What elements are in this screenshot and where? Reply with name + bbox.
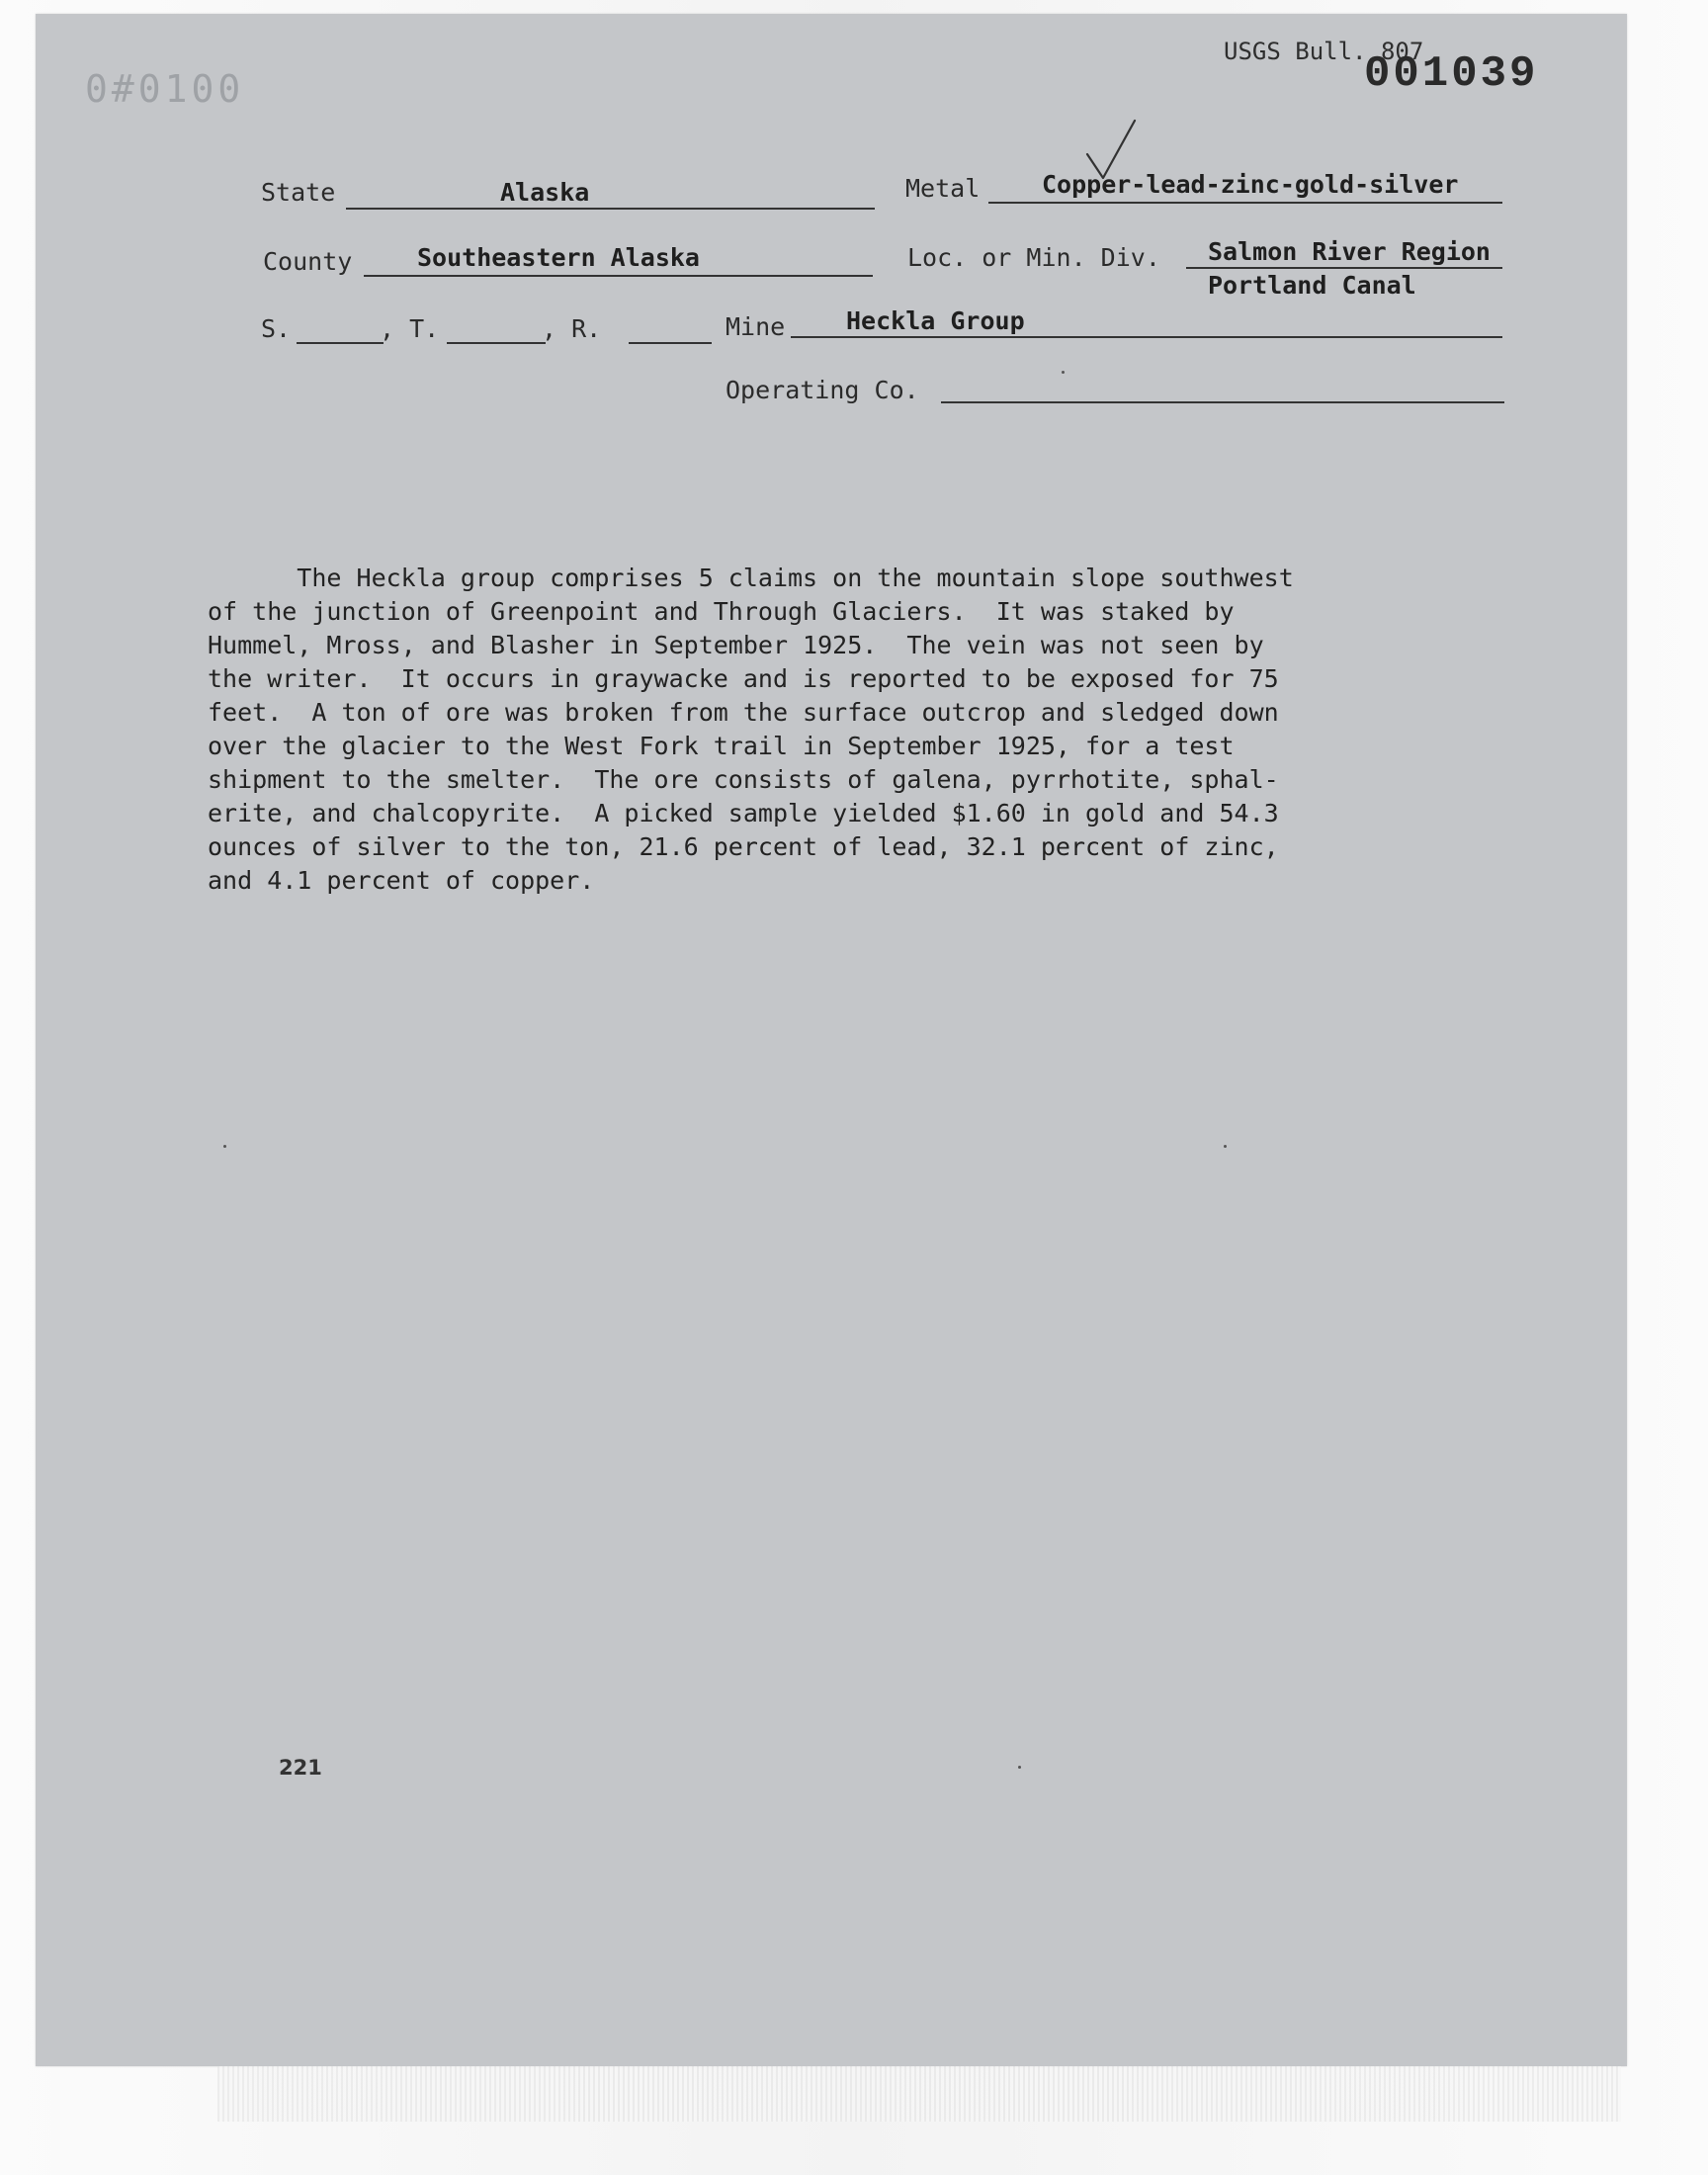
- paragraph-line: over the glacier to the West Fork trail in September 1925, for a test: [208, 732, 1235, 760]
- section-underline: [297, 342, 384, 344]
- operating-company-label: Operating Co.: [726, 376, 919, 404]
- state-underline: [346, 208, 875, 210]
- district-label: Loc. or Min. Div.: [907, 243, 1160, 272]
- paragraph-line: shipment to the smelter. The ore consists of galena, pyrrhotite, sphal-: [208, 765, 1279, 794]
- state-value: Alaska: [500, 178, 590, 207]
- district-value-line-2: Portland Canal: [1208, 271, 1416, 300]
- scan-edge-artifact: [217, 2066, 1621, 2122]
- mine-label: Mine: [726, 312, 786, 341]
- range-label: , R.: [542, 314, 602, 343]
- district-value-line-1: Salmon River Region: [1208, 237, 1491, 266]
- reference-citation: USGS Bull. 807: [1224, 38, 1424, 65]
- metal-value: Copper-lead-zinc-gold-silver: [1042, 170, 1459, 199]
- paragraph-line: Hummel, Mross, and Blasher in September 1925. The vein was not seen by: [208, 631, 1264, 659]
- township-underline: [447, 342, 546, 344]
- record-number-stamp: 001039: [1364, 49, 1539, 99]
- paragraph-line: the writer. It occurs in graywacke and is reported to be exposed for 75: [208, 664, 1279, 693]
- scan-speck: [223, 1145, 226, 1148]
- mine-value: Heckla Group: [846, 306, 1025, 335]
- paragraph-line: and 4.1 percent of copper.: [208, 866, 595, 895]
- scan-speck: [1224, 1145, 1227, 1148]
- section-label: S.: [261, 314, 292, 343]
- faint-stamp-number: 0#0100: [85, 67, 245, 111]
- paragraph-line: of the junction of Greenpoint and Through Glaciers. It was staked by: [208, 597, 1235, 626]
- paragraph-line: The Heckla group comprises 5 claims on the mountain slope southwest: [208, 564, 1294, 592]
- metal-label: Metal: [905, 174, 981, 203]
- scan-speck: [1062, 371, 1065, 374]
- operating-company-underline: [941, 401, 1504, 403]
- scan-speck: [1018, 1766, 1021, 1769]
- county-underline: [364, 275, 873, 277]
- paragraph-line: ounces of silver to the ton, 21.6 percent of lead, 32.1 percent of zinc,: [208, 832, 1279, 861]
- page-number: 221: [279, 1756, 322, 1780]
- range-underline: [629, 342, 712, 344]
- county-value: Southeastern Alaska: [417, 243, 700, 272]
- mine-underline: [791, 336, 1502, 338]
- description-paragraph: [208, 562, 1443, 898]
- paragraph-line: feet. A ton of ore was broken from the surface outcrop and sledged down: [208, 698, 1279, 727]
- metal-underline: [988, 202, 1502, 204]
- state-label: State: [261, 178, 336, 207]
- district-underline: [1186, 267, 1502, 269]
- township-label: , T.: [380, 314, 440, 343]
- county-label: County: [263, 247, 353, 276]
- paragraph-line: erite, and chalcopyrite. A picked sample yielded $1.60 in gold and 54.3: [208, 799, 1279, 827]
